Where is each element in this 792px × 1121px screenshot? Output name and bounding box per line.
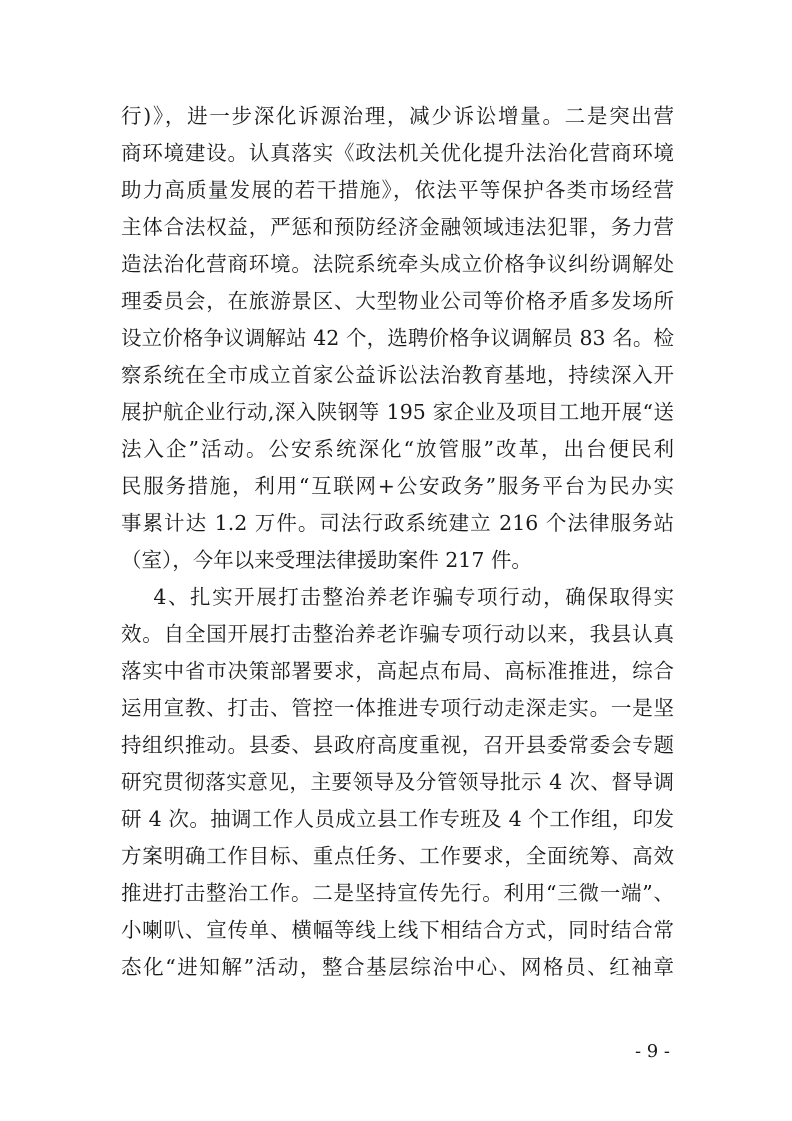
text-line: 推进打击整治工作。二是坚持宣传先行。利用“三微一端”、 xyxy=(121,881,674,905)
text-line: 研 4 次。抽调工作人员成立县工作专班及 4 个工作组，印发 xyxy=(121,807,674,831)
text-line: 民服务措施，利用“互联网+公安政务”服务平台为民办实 xyxy=(121,474,674,498)
text-line: 研究贯彻落实意见，主要领导及分管领导批示 4 次、督导调 xyxy=(121,770,674,794)
text-line: 方案明确工作目标、重点任务、工作要求，全面统筹、高效 xyxy=(121,844,674,868)
text-line: 事累计达 1.2 万件。司法行政系统建立 216 个法律服务站 xyxy=(121,511,674,535)
text-line: 运用宣教、打击、管控一体推进专项行动走深走实。一是坚 xyxy=(121,696,674,720)
text-line: 展护航企业行动,深入陕钢等 195 家企业及项目工地开展“送 xyxy=(121,400,674,424)
text-line: 态化“进知解”活动，整合基层综治中心、网格员、红袖章 xyxy=(121,955,674,979)
text-line: 理委员会，在旅游景区、大型物业公司等价格矛盾多发场所 xyxy=(121,289,674,313)
page-number: - 9 - xyxy=(634,1041,670,1062)
paragraph-end-line: （室），今年以来受理法律援助案件 217 件。 xyxy=(121,548,532,572)
paragraph-start-line: 4、扎实开展打击整治养老诈骗专项行动，确保取得实 xyxy=(121,585,674,609)
text-line: 持组织推动。县委、县政府高度重视，召开县委常委会专题 xyxy=(121,733,674,757)
text-line: 法入企”活动。公安系统深化“放管服”改革，出台便民利 xyxy=(121,437,674,461)
text-line: 设立价格争议调解站 42 个，选聘价格争议调解员 83 名。检 xyxy=(121,326,674,350)
text-line: 察系统在全市成立首家公益诉讼法治教育基地，持续深入开 xyxy=(121,363,674,387)
text-line: 商环境建设。认真落实《政法机关优化提升法治化营商环境 xyxy=(121,141,674,165)
text-line: 助力高质量发展的若干措施》，依法平等保护各类市场经营 xyxy=(121,178,674,202)
text-line: 小喇叭、宣传单、横幅等线上线下相结合方式，同时结合常 xyxy=(121,918,674,942)
text-line: 造法治化营商环境。法院系统牵头成立价格争议纠纷调解处 xyxy=(121,252,674,276)
text-line: 落实中省市决策部署要求，高起点布局、高标准推进，综合 xyxy=(121,659,674,683)
text-line: 主体合法权益，严惩和预防经济金融领域违法犯罪，务力营 xyxy=(121,215,674,239)
text-line: 行)》，进一步深化诉源治理，减少诉讼增量。二是突出营 xyxy=(121,104,674,128)
document-body xyxy=(121,98,674,986)
text-line: 效。自全国开展打击整治养老诈骗专项行动以来，我县认真 xyxy=(121,622,674,646)
